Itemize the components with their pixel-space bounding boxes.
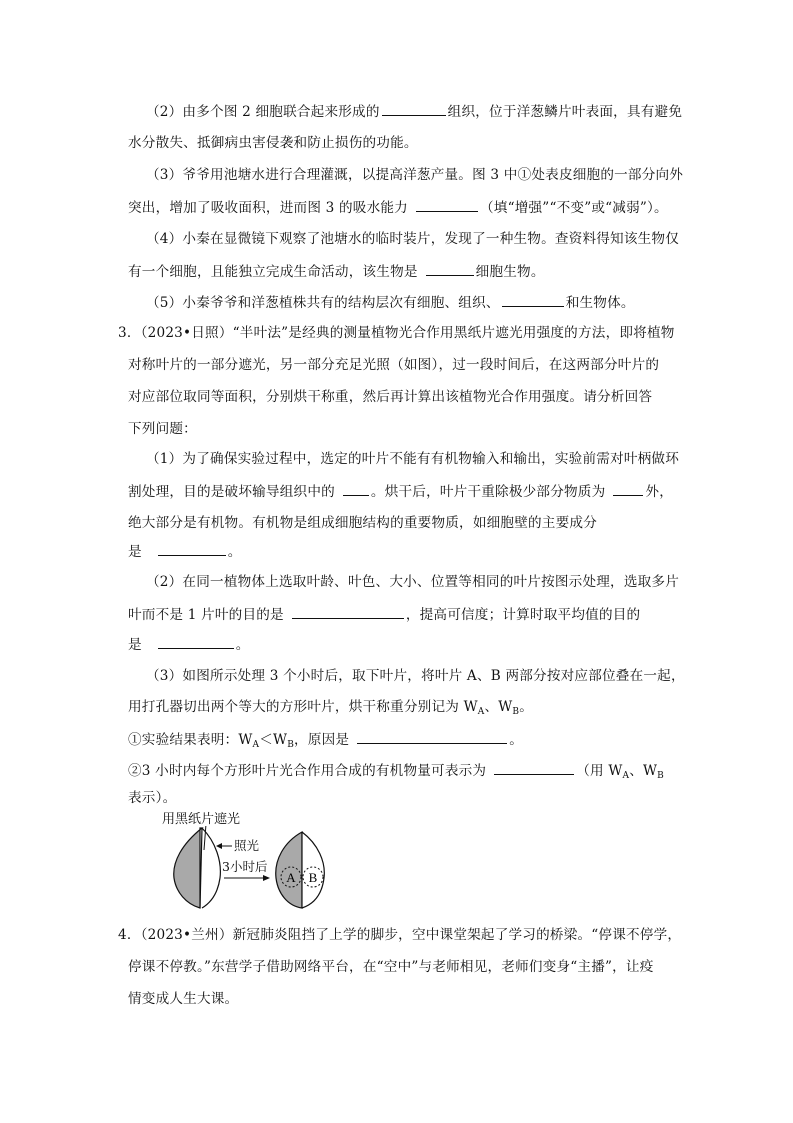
q3-result2-line1 bbox=[128, 760, 664, 786]
text: ②3 小时内每个方形叶片光合作用合成的有机物量可表示为 bbox=[128, 763, 487, 779]
text: （用 W bbox=[576, 763, 623, 779]
q4-line2: 停课不停教。”东营学子借助网络平台，在“空中”与老师相见，老师们变身“主播”，让疫 bbox=[128, 959, 654, 975]
answer-blank[interactable] bbox=[158, 541, 226, 556]
q3-part1-line3: 绝大部分是有机物。有机物是组成细胞结构的重要物质，如细胞壁的主要成分 bbox=[128, 515, 597, 531]
q3-intro-line4: 下列问题： bbox=[128, 421, 197, 437]
q3-part1-line2 bbox=[128, 481, 673, 502]
text: 外， bbox=[645, 484, 673, 500]
text: 。烘干后，叶片干重除极少部分物质为 bbox=[370, 484, 606, 500]
shaded-leaf-half bbox=[174, 828, 202, 908]
answer-blank[interactable] bbox=[502, 292, 564, 307]
text: 是 bbox=[128, 637, 142, 653]
subscript: B bbox=[512, 707, 520, 717]
text: ，提高可信度；计算时取平均值的目的 bbox=[405, 607, 641, 623]
time-arrowhead bbox=[263, 875, 270, 881]
q3-part3-line1: （3）如图所示处理 3 个小时后，取下叶片，将叶片 A、B 两部分按对应部位叠在一起， bbox=[146, 668, 685, 684]
text: 细胞生物。 bbox=[475, 264, 545, 280]
q2-part5-line1 bbox=[146, 292, 635, 313]
answer-blank[interactable] bbox=[416, 197, 478, 212]
q3-part1-line4 bbox=[128, 541, 242, 562]
answer-blank[interactable] bbox=[343, 481, 369, 496]
q2-part4-line2 bbox=[128, 261, 545, 282]
q2-part3-line1: （3）爷爷用池塘水进行合理灌溉，以提高洋葱产量。图 3 中①处表皮细胞的一部分向外 bbox=[146, 167, 684, 183]
q3-part2-line2 bbox=[128, 604, 640, 625]
q3-part2-line1: （2）在同一植物体上选取叶龄、叶色、大小、位置等相同的叶片按图示处理，选取多片 bbox=[146, 574, 680, 590]
text: 、W bbox=[484, 699, 513, 715]
q2-part2-line2: 水分散失、抵御病虫害侵袭和防止损伤的功能。 bbox=[128, 135, 418, 151]
subscript: A bbox=[252, 740, 260, 750]
text: ①实验结果表明：W bbox=[128, 732, 253, 748]
text: （2）由多个图 2 细胞联合起来形成的 bbox=[146, 104, 380, 120]
answer-blank[interactable] bbox=[292, 604, 404, 619]
text: 是 bbox=[128, 544, 142, 560]
text: （5）小秦爷爷和洋葱植株共有的结构层次有细胞、组织、 bbox=[146, 295, 500, 311]
answer-blank[interactable] bbox=[494, 760, 574, 775]
text: 有一个细胞，且能独立完成生命活动，该生物是 bbox=[128, 264, 418, 280]
subscript: A bbox=[477, 707, 485, 717]
figure-label-cover: 用黑纸片遮光 bbox=[162, 812, 241, 827]
answer-blank[interactable] bbox=[158, 634, 234, 649]
q4-line3: 情变成人生大课。 bbox=[128, 991, 239, 1007]
label-a: A bbox=[286, 870, 296, 885]
q3-intro-line1: 3．（2023•日照）“半叶法”是经典的测量植物光合作用黑纸片遮光用强度的方法，即将植物 bbox=[118, 325, 675, 341]
figure-label-light: 照光 bbox=[234, 838, 260, 853]
q3-result1 bbox=[128, 729, 523, 755]
q3-part3-line2 bbox=[128, 697, 533, 722]
q3-part2-line3 bbox=[128, 634, 250, 655]
text: ＜W bbox=[259, 732, 288, 748]
q2-part2-line1 bbox=[146, 101, 682, 122]
text: 突出，增加了吸收面积，进而图 3 的吸水能力 bbox=[128, 200, 408, 216]
q3-result2-line2: 表示）。 bbox=[128, 790, 177, 806]
text: 叶而不是 1 片叶的目的是 bbox=[128, 607, 284, 623]
subscript: B bbox=[657, 771, 664, 781]
q2-part3-line2 bbox=[128, 197, 668, 218]
q3-intro-line3: 对应部位取同等面积，分别烘干称重，然后再计算出该植物光合作用强度。请分析回答 bbox=[128, 389, 653, 405]
text: 。 bbox=[509, 732, 524, 748]
text: 用打孔器切出两个等大的方形叶片，烘干称重分别记为 W bbox=[128, 699, 478, 715]
q4-line1: 4．（2023•兰州）新冠肺炎阻挡了上学的脚步，空中课堂架起了学习的桥梁。“停课不停学， bbox=[118, 927, 682, 943]
text: 割处理，目的是破坏输导组织中的 bbox=[128, 484, 335, 500]
text: 组织，位于洋葱鳞片叶表面，具有避免 bbox=[447, 104, 683, 120]
text: 、W bbox=[629, 763, 658, 779]
text: 。 bbox=[235, 637, 250, 653]
text: （填“增强”“不变”或“减弱”）。 bbox=[479, 200, 668, 216]
answer-blank[interactable] bbox=[357, 729, 507, 744]
label-b: B bbox=[308, 870, 318, 885]
subscript: A bbox=[622, 771, 630, 781]
answer-blank[interactable] bbox=[426, 261, 474, 276]
text: 。 bbox=[227, 544, 242, 560]
text: ，原因是 bbox=[294, 732, 350, 748]
light-arrowhead bbox=[216, 843, 222, 849]
answer-blank[interactable] bbox=[382, 101, 446, 116]
q3-part1-line1: （1）为了确保实验过程中，选定的叶片不能有有机物输入和输出，实验前需对叶柄做环 bbox=[146, 451, 680, 467]
text: 。 bbox=[519, 699, 534, 715]
q2-part4-line1: （4）小秦在显微镜下观察了池塘水的临时装片，发现了一种生物。查资料得知该生物仅 bbox=[146, 231, 680, 247]
text: 和生物体。 bbox=[565, 295, 635, 311]
figure-label-time: 3小时后 bbox=[222, 859, 268, 874]
q3-intro-line2: 对称叶片的一部分遮光，另一部分充足光照（如图），过一段时间后，在这两部分叶片的 bbox=[128, 357, 660, 373]
subscript: B bbox=[287, 740, 295, 750]
answer-blank[interactable] bbox=[613, 481, 643, 496]
